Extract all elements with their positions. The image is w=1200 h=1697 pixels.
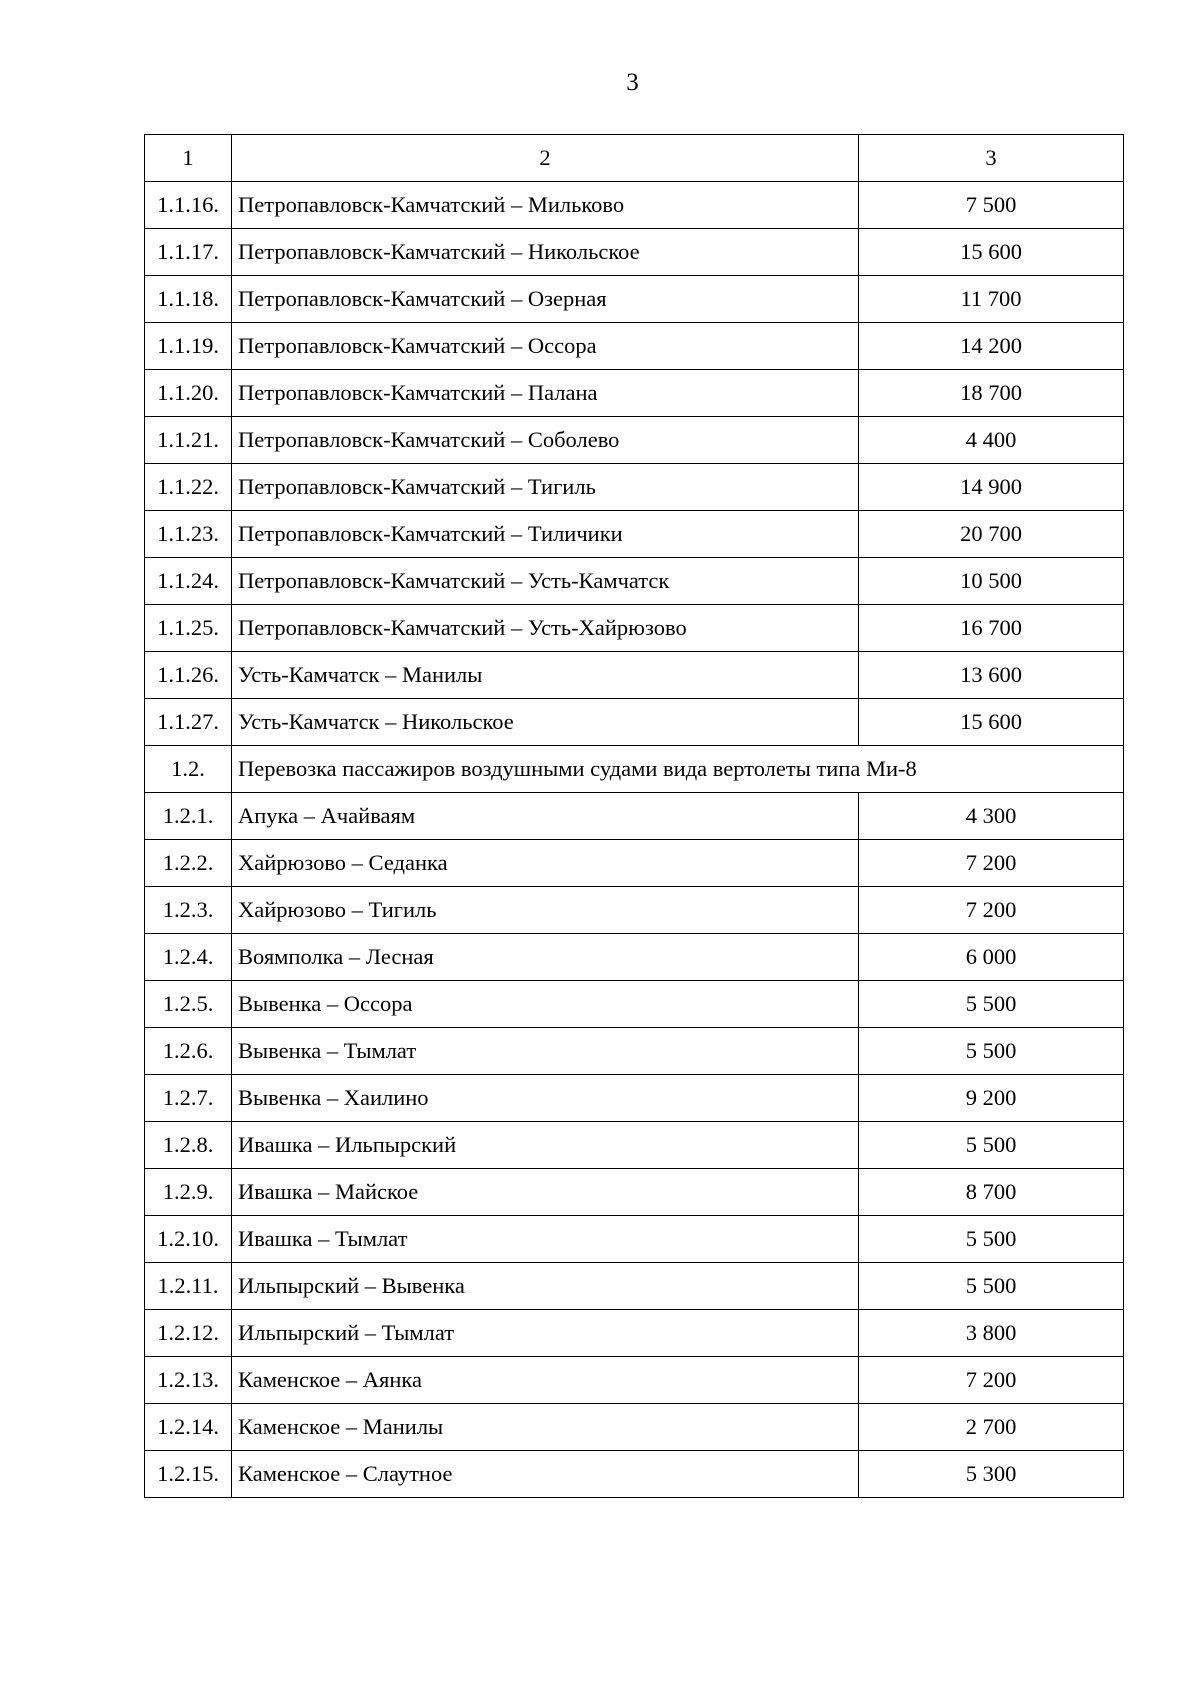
table-row [145,558,1124,605]
table-row [145,1263,1124,1310]
route-name: Вывенка – Тымлат [232,1028,859,1075]
table-row [145,1028,1124,1075]
fare-value: 15 600 [859,229,1124,276]
table-header-row [145,135,1124,182]
row-number: 1.2.5. [145,981,232,1028]
table-row [145,1310,1124,1357]
fare-value: 14 200 [859,323,1124,370]
table-row [145,1216,1124,1263]
fare-value: 9 200 [859,1075,1124,1122]
table-row [145,276,1124,323]
route-name: Петропавловск-Камчатский – Озерная [232,276,859,323]
table-row [145,887,1124,934]
table-row [145,1404,1124,1451]
route-name: Ивашка – Тымлат [232,1216,859,1263]
table-row [145,1169,1124,1216]
row-number: 1.1.19. [145,323,232,370]
route-name: Каменское – Манилы [232,1404,859,1451]
row-number: 1.2.14. [145,1404,232,1451]
row-number: 1.1.25. [145,605,232,652]
row-number: 1.2.13. [145,1357,232,1404]
table-row [145,1122,1124,1169]
fare-value: 4 300 [859,793,1124,840]
route-name: Каменское – Аянка [232,1357,859,1404]
table-row [145,934,1124,981]
row-number: 1.2.8. [145,1122,232,1169]
route-name: Петропавловск-Камчатский – Тиличики [232,511,859,558]
row-number: 1.2.10. [145,1216,232,1263]
fare-value: 20 700 [859,511,1124,558]
table-row [145,1451,1124,1498]
route-name: Петропавловск-Камчатский – Оссора [232,323,859,370]
fare-value: 13 600 [859,652,1124,699]
fare-value: 7 200 [859,840,1124,887]
row-number: 1.2.1. [145,793,232,840]
route-name: Петропавловск-Камчатский – Тигиль [232,464,859,511]
row-number: 1.1.26. [145,652,232,699]
row-number: 1.2.4. [145,934,232,981]
row-number: 1.1.24. [145,558,232,605]
fare-value: 5 500 [859,981,1124,1028]
route-name: Вывенка – Оссора [232,981,859,1028]
table-row [145,981,1124,1028]
route-name: Каменское – Слаутное [232,1451,859,1498]
route-name: Петропавловск-Камчатский – Палана [232,370,859,417]
route-name: Воямполка – Лесная [232,934,859,981]
table-row [145,229,1124,276]
table-row [145,840,1124,887]
fare-value: 10 500 [859,558,1124,605]
fare-value: 5 500 [859,1216,1124,1263]
row-number: 1.1.17. [145,229,232,276]
table-row [145,699,1124,746]
header-cell-route: 2 [232,135,859,182]
table-row [145,605,1124,652]
row-number: 1.2.2. [145,840,232,887]
table-row [145,1357,1124,1404]
row-number: 1.1.22. [145,464,232,511]
table-row [145,793,1124,840]
row-number: 1.1.21. [145,417,232,464]
section-title: Перевозка пассажиров воздушными судами вида вертолеты типа Ми-8 [232,746,1124,793]
route-name: Хайрюзово – Тигиль [232,887,859,934]
fare-value: 7 200 [859,887,1124,934]
fare-value: 2 700 [859,1404,1124,1451]
fare-value: 7 200 [859,1357,1124,1404]
route-name: Ивашка – Ильпырский [232,1122,859,1169]
fare-value: 5 500 [859,1028,1124,1075]
header-cell-number: 1 [145,135,232,182]
header-cell-price: 3 [859,135,1124,182]
row-number: 1.2.12. [145,1310,232,1357]
table-row [145,511,1124,558]
table-row [145,370,1124,417]
row-number: 1.2.7. [145,1075,232,1122]
fare-value: 4 400 [859,417,1124,464]
fare-value: 3 800 [859,1310,1124,1357]
route-name: Апука – Ачайваям [232,793,859,840]
route-name: Петропавловск-Камчатский – Соболево [232,417,859,464]
section-row [145,746,1124,793]
route-name: Петропавловск-Камчатский – Усть-Хайрюзово [232,605,859,652]
fare-value: 6 000 [859,934,1124,981]
route-name: Усть-Камчатск – Манилы [232,652,859,699]
fare-value: 18 700 [859,370,1124,417]
fare-value: 5 300 [859,1451,1124,1498]
fare-value: 11 700 [859,276,1124,323]
fare-value: 5 500 [859,1263,1124,1310]
route-name: Петропавловск-Камчатский – Мильково [232,182,859,229]
table-row [145,323,1124,370]
fare-value: 5 500 [859,1122,1124,1169]
row-number: 1.2.11. [145,1263,232,1310]
route-name: Ивашка – Майское [232,1169,859,1216]
table-row [145,464,1124,511]
table-row [145,182,1124,229]
table-row [145,417,1124,464]
table-row [145,1075,1124,1122]
fare-value: 15 600 [859,699,1124,746]
row-number: 1.1.18. [145,276,232,323]
route-name: Вывенка – Хаилино [232,1075,859,1122]
route-name: Петропавловск-Камчатский – Усть-Камчатск [232,558,859,605]
fare-value: 16 700 [859,605,1124,652]
row-number: 1.1.23. [145,511,232,558]
page-number: 3 [626,69,639,96]
row-number: 1.2.9. [145,1169,232,1216]
row-number: 1.2.6. [145,1028,232,1075]
row-number: 1.1.20. [145,370,232,417]
route-name: Петропавловск-Камчатский – Никольское [232,229,859,276]
route-name: Усть-Камчатск – Никольское [232,699,859,746]
route-name: Ильпырский – Вывенка [232,1263,859,1310]
section-number: 1.2. [145,746,232,793]
route-name: Хайрюзово – Седанка [232,840,859,887]
fare-value: 8 700 [859,1169,1124,1216]
table-row [145,652,1124,699]
row-number: 1.2.15. [145,1451,232,1498]
row-number: 1.1.16. [145,182,232,229]
tariff-table-body [145,135,1124,1498]
fare-value: 14 900 [859,464,1124,511]
row-number: 1.1.27. [145,699,232,746]
row-number: 1.2.3. [145,887,232,934]
route-name: Ильпырский – Тымлат [232,1310,859,1357]
tariff-table [144,134,1124,1498]
fare-value: 7 500 [859,182,1124,229]
